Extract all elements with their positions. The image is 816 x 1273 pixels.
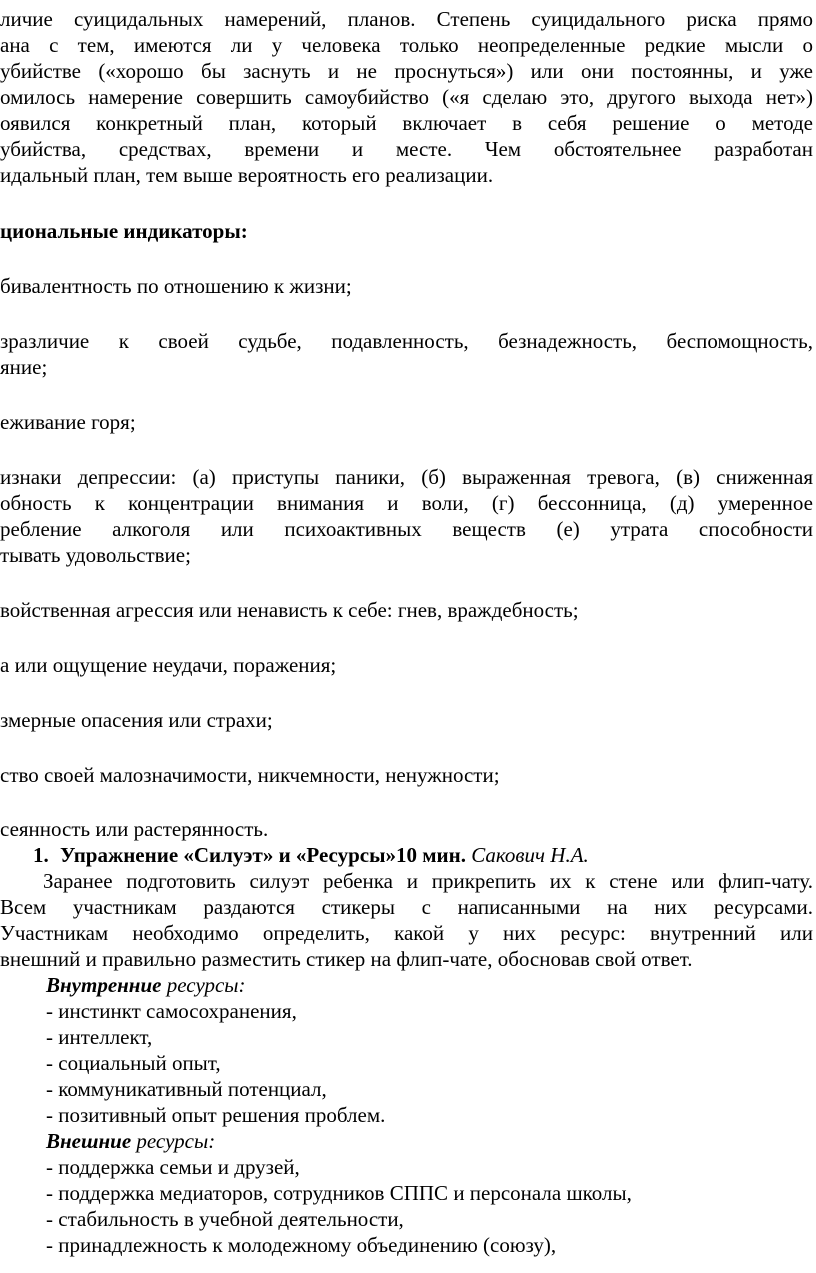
indicator-item: бивалентность по отношению к жизни;	[0, 274, 352, 298]
paragraph-line: идальный план, тем выше вероятность его реализации.	[0, 163, 494, 187]
indicator-item: изнаки депрессии: (а) приступы паники, (б) выраженная тревога, (в) сниженная	[0, 465, 813, 489]
resource-item: - позитивный опыт решения проблем.	[46, 1103, 386, 1127]
indicator-item: войственная агрессия или ненависть к себе: гнев, враждебность;	[0, 598, 579, 622]
exercise-author: Сакович Н.А.	[471, 843, 589, 867]
exercise-title: Упражнение «Силуэт» и «Ресурсы»10 мин.	[60, 843, 466, 867]
external-resources-label	[46, 1128, 215, 1154]
indicator-item: обность к концентрации внимания и воли, (г) бессонница, (д) умеренное	[0, 491, 813, 515]
section-heading: циональные индикаторы:	[0, 219, 248, 243]
indicator-item: еживание горя;	[0, 410, 136, 434]
paragraph-line: личие суицидальных намерений, планов. Степень суицидального риска прямо	[0, 7, 813, 31]
external-label-bold: Внешние	[46, 1129, 132, 1153]
resource-item: - принадлежность к молодежному объединению (союзу),	[46, 1233, 557, 1257]
exercise-description-line: Заранее подготовить силуэт ребенка и прикрепить их к стене или флип-чату.	[43, 869, 813, 893]
indicator-item: яние;	[0, 355, 48, 379]
internal-resources-label	[46, 972, 246, 998]
exercise-description-line: Всем участникам раздаются стикеры с написанными на них ресурсами.	[0, 895, 813, 919]
indicator-item: ство своей малозначимости, никчемности, ненужности;	[0, 763, 500, 787]
resource-item: - инстинкт самосохранения,	[46, 999, 297, 1023]
indicator-item: а или ощущение неудачи, поражения;	[0, 653, 337, 677]
resource-item: - стабильность в учебной деятельности,	[46, 1207, 404, 1231]
external-label-rest: ресурсы:	[131, 1129, 216, 1153]
indicator-item: змерные опасения или страхи;	[0, 708, 273, 732]
exercise-heading	[33, 842, 589, 868]
indicator-item: тывать удовольствие;	[0, 543, 191, 567]
resource-item: - интеллект,	[46, 1025, 153, 1049]
exercise-description-line: внешний и правильно разместить стикер на флип-чате, обосновав свой ответ.	[0, 947, 693, 971]
resource-item: - коммуникативный потенциал,	[46, 1077, 327, 1101]
indicator-item: зразличие к своей судьбе, подавленность, безнадежность, беспомощность,	[0, 329, 813, 353]
paragraph-line: ана с тем, имеются ли у человека только неопределенные редкие мысли о	[0, 33, 813, 57]
internal-label-bold: Внутренние	[46, 973, 162, 997]
resource-item: - поддержка семьи и друзей,	[46, 1155, 300, 1179]
exercise-description-line: Участникам необходимо определить, какой у них ресурс: внутренний или	[0, 921, 813, 945]
paragraph-line: омилось намерение совершить самоубийство («я сделаю это, другого выхода нет»)	[0, 85, 813, 109]
exercise-number: 1.	[33, 843, 49, 867]
indicator-item: сеянность или растерянность.	[0, 817, 269, 841]
paragraph-line: убийстве («хорошо бы заснуть и не проснуться») или они постоянны, и уже	[0, 59, 813, 83]
paragraph-line: убийства, средствах, времени и месте. Чем обстоятельнее разработан	[0, 137, 813, 161]
paragraph-line: оявился конкретный план, который включает в себя решение о методе	[0, 111, 813, 135]
indicator-item: ребление алкоголя или психоактивных веществ (е) утрата способности	[0, 517, 813, 541]
internal-label-rest: ресурсы:	[161, 973, 246, 997]
resource-item: - социальный опыт,	[46, 1051, 221, 1075]
resource-item: - поддержка медиаторов, сотрудников СППС и персонала школы,	[46, 1181, 632, 1205]
